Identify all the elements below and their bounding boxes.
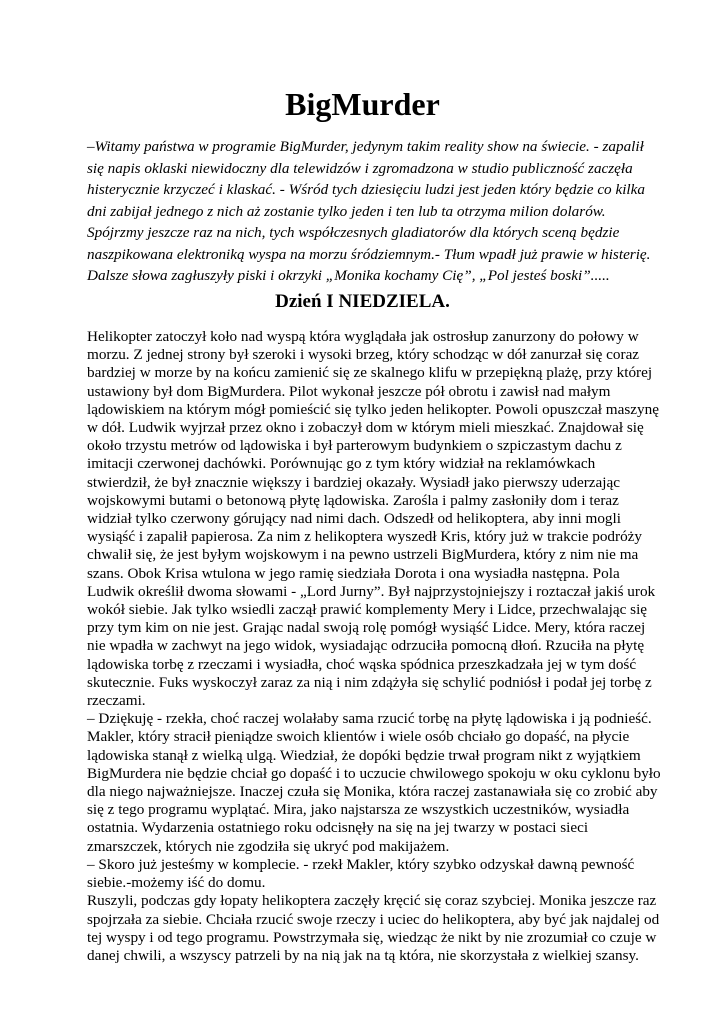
body-line: zmarszczek, których nie zgodziła się ukryć pod makijażem. [87, 837, 450, 855]
body-line: szans. Obok Krisa wtulona w jego ramię siedziała Dorota i ona wysiadła następna. Pola [87, 564, 620, 582]
intro-line: histerycznie krzyczeć i klaskać. - Wśród tych dziesięciu ludzi jest jeden który będzie co kilka [87, 181, 645, 198]
body-line: nie wpadła w zachwyt na jego widok, wysiadając odrzuciła pomocną dłoń. Rzuciła na płytę [87, 637, 645, 655]
body-line: morzu. Z jednej strony był szeroki i wysoki brzeg, który schodząc w dół zanurzał się coraz [87, 346, 640, 364]
body-line: Helikopter zatoczył koło nad wyspą która wyglądała jak ostrosłup zanurzony do połowy w [87, 328, 639, 345]
body-line: Ludwik określił dwoma słowami - „Lord Jurny”. Był najprzystojniejszy i roztaczał jakiś urok [87, 582, 656, 600]
body-line: BigMurdera nie będzie chciał go dopaść i to uczucie chwilowego spokoju w oku cyklonu było [87, 764, 661, 782]
body-line: spojrzała za siebie. Chciała rzucić swoje rzeczy i uciec do helikoptera, aby być jak najdalej od [87, 910, 660, 928]
body-line: ustawiony był dom BigMurdera. Pilot wykonał jeszcze pół obrotu i zawisł nad małym [87, 382, 611, 400]
body-line: imitacji czerwonej dachówki. Porównując go z tym który widział na reklamówkach [87, 455, 596, 473]
body-line: bardziej w morze by na końcu zamienić się ze skalnego klifu w przepiękną plażę, przy której [87, 364, 653, 382]
body-line: w dół. Ludwik wyjrzał przez okno i zobaczył dom w którym mieli mieszkać. Znajdował się [87, 419, 644, 437]
chapter-heading: Dzień I NIEDZIELA. [275, 291, 450, 312]
body-line: skutecznie. Fuks wyskoczył zaraz za nią i nim zdążyła się schylić podniósł i podał jej torbę z [87, 673, 652, 691]
body-line: chwalił się, że jest byłym wojskowym i na pewno ustrzeli BigMurdera, który z nim nie ma [87, 546, 639, 564]
intro-line: się napis oklaski niewidoczny dla telewidzów i zgromadzona w studio publiczność zaczęła [87, 159, 633, 177]
body-line: – Dziękuję - rzekła, choć raczej wolałaby sama rzucić torbę na płytę lądowiska i ją podnieść. [87, 710, 652, 728]
body-text [87, 328, 661, 965]
body-line: – Skoro już jesteśmy w komplecie. - rzekł Makler, który szybko odzyskał dawną pewność [87, 855, 635, 873]
body-line: danej chwili, a wszyscy patrzeli by na nią jak na tą która, nie skorzystała z wielkiej szansy. [87, 946, 639, 964]
body-line: lądowiska torbę z rzeczami i wysiadła, choć wąska spódnica przeszkadzała jej w tym dość [87, 655, 637, 673]
body-line: ostatnia. Wydarzenia ostatniego roku odcisnęły na się na jej twarzy w postaci sieci [87, 819, 589, 837]
body-line: lądowiskiem na którym mógł pomieścić się tylko jeden helikopter. Powoli opuszczał maszynę [87, 400, 659, 418]
body-line: około trzystu metrów od lądowiska i był parterowym budynkiem o szpiczastym dachu z [87, 437, 622, 455]
body-line: wokół siebie. Jak tylko wsiedli zaczął prawić komplementy Mery i Lidce, przechwalając się [87, 601, 648, 619]
body-line: wysiąść i zapalił papierosa. Za nim z helikoptera wyszedł Kris, który już w trakcie podróży [87, 528, 643, 546]
body-line: przy tym kim on nie jest. Grając nadal swoją rolę pomógł wysiąść Lidce. Mery, która raczej [87, 619, 646, 637]
intro-paragraph [87, 136, 651, 287]
body-line: Ruszyli, podczas gdy łopaty helikoptera zaczęły kręcić się coraz szybciej. Monika jeszcze raz [87, 892, 657, 910]
body-line: tej wyspy i od tego programu. Powstrzymała się, wiedząc że nikt by nie zrozumiał co czuje w [87, 928, 657, 946]
body-line: Makler, który stracił pieniądze swoich klientów i wiele osób chciało go dopaść, na płycie [87, 728, 630, 746]
body-line: widział tylko czerwony górujący nad nimi dach. Odszedł od helikoptera, aby inni mogli [87, 510, 621, 528]
intro-line: naszpikowana elektroniką wyspa na morzu śródziemnym.- Tłum wpadł już prawie w histerię. [87, 245, 651, 263]
intro-line: Spójrzmy jeszcze raz na nich, tych współczesnych gladiatorów dla których sceną będzie [87, 224, 620, 241]
body-line: rzeczami. [87, 692, 146, 710]
body-line: dla niego najważniejsze. Inaczej czuła się Monika, która raczej zastanawiała się co zrobić aby [87, 783, 658, 801]
body-line: wojskowymi butami o betonową płytę lądowiska. Zarośla i palmy zasłoniły dom i teraz [87, 491, 619, 509]
body-line: siebie.-możemy iść do domu. [87, 874, 266, 892]
body-line: stwierdził, że był znacznie większy i bardziej okazały. Wysiadł jako pierwszy uderzając [87, 473, 620, 491]
intro-line: Dalsze słowa zagłuszyły piski i okrzyki „Monika kochamy Cię”, „Pol jesteś boski”..... [87, 267, 610, 284]
intro-line: dni zabijał jednego z nich aż zostanie tylko jeden i ten lub ta otrzyma milion dolarów. [87, 202, 606, 220]
intro-line: –Witamy państwa w programie BigMurder, jedynym takim reality show na świecie. - zapalił [87, 138, 644, 155]
document-title: BigMurder [285, 86, 440, 122]
body-line: lądowiska stanął z wielką ulgą. Wiedział, że dopóki będzie trwał program nikt z wyjątkiem [87, 746, 641, 764]
body-line: się z tego programu wyplątać. Mira, jako najstarsza ze wszystkich uczestników, wysiadła [87, 801, 630, 819]
